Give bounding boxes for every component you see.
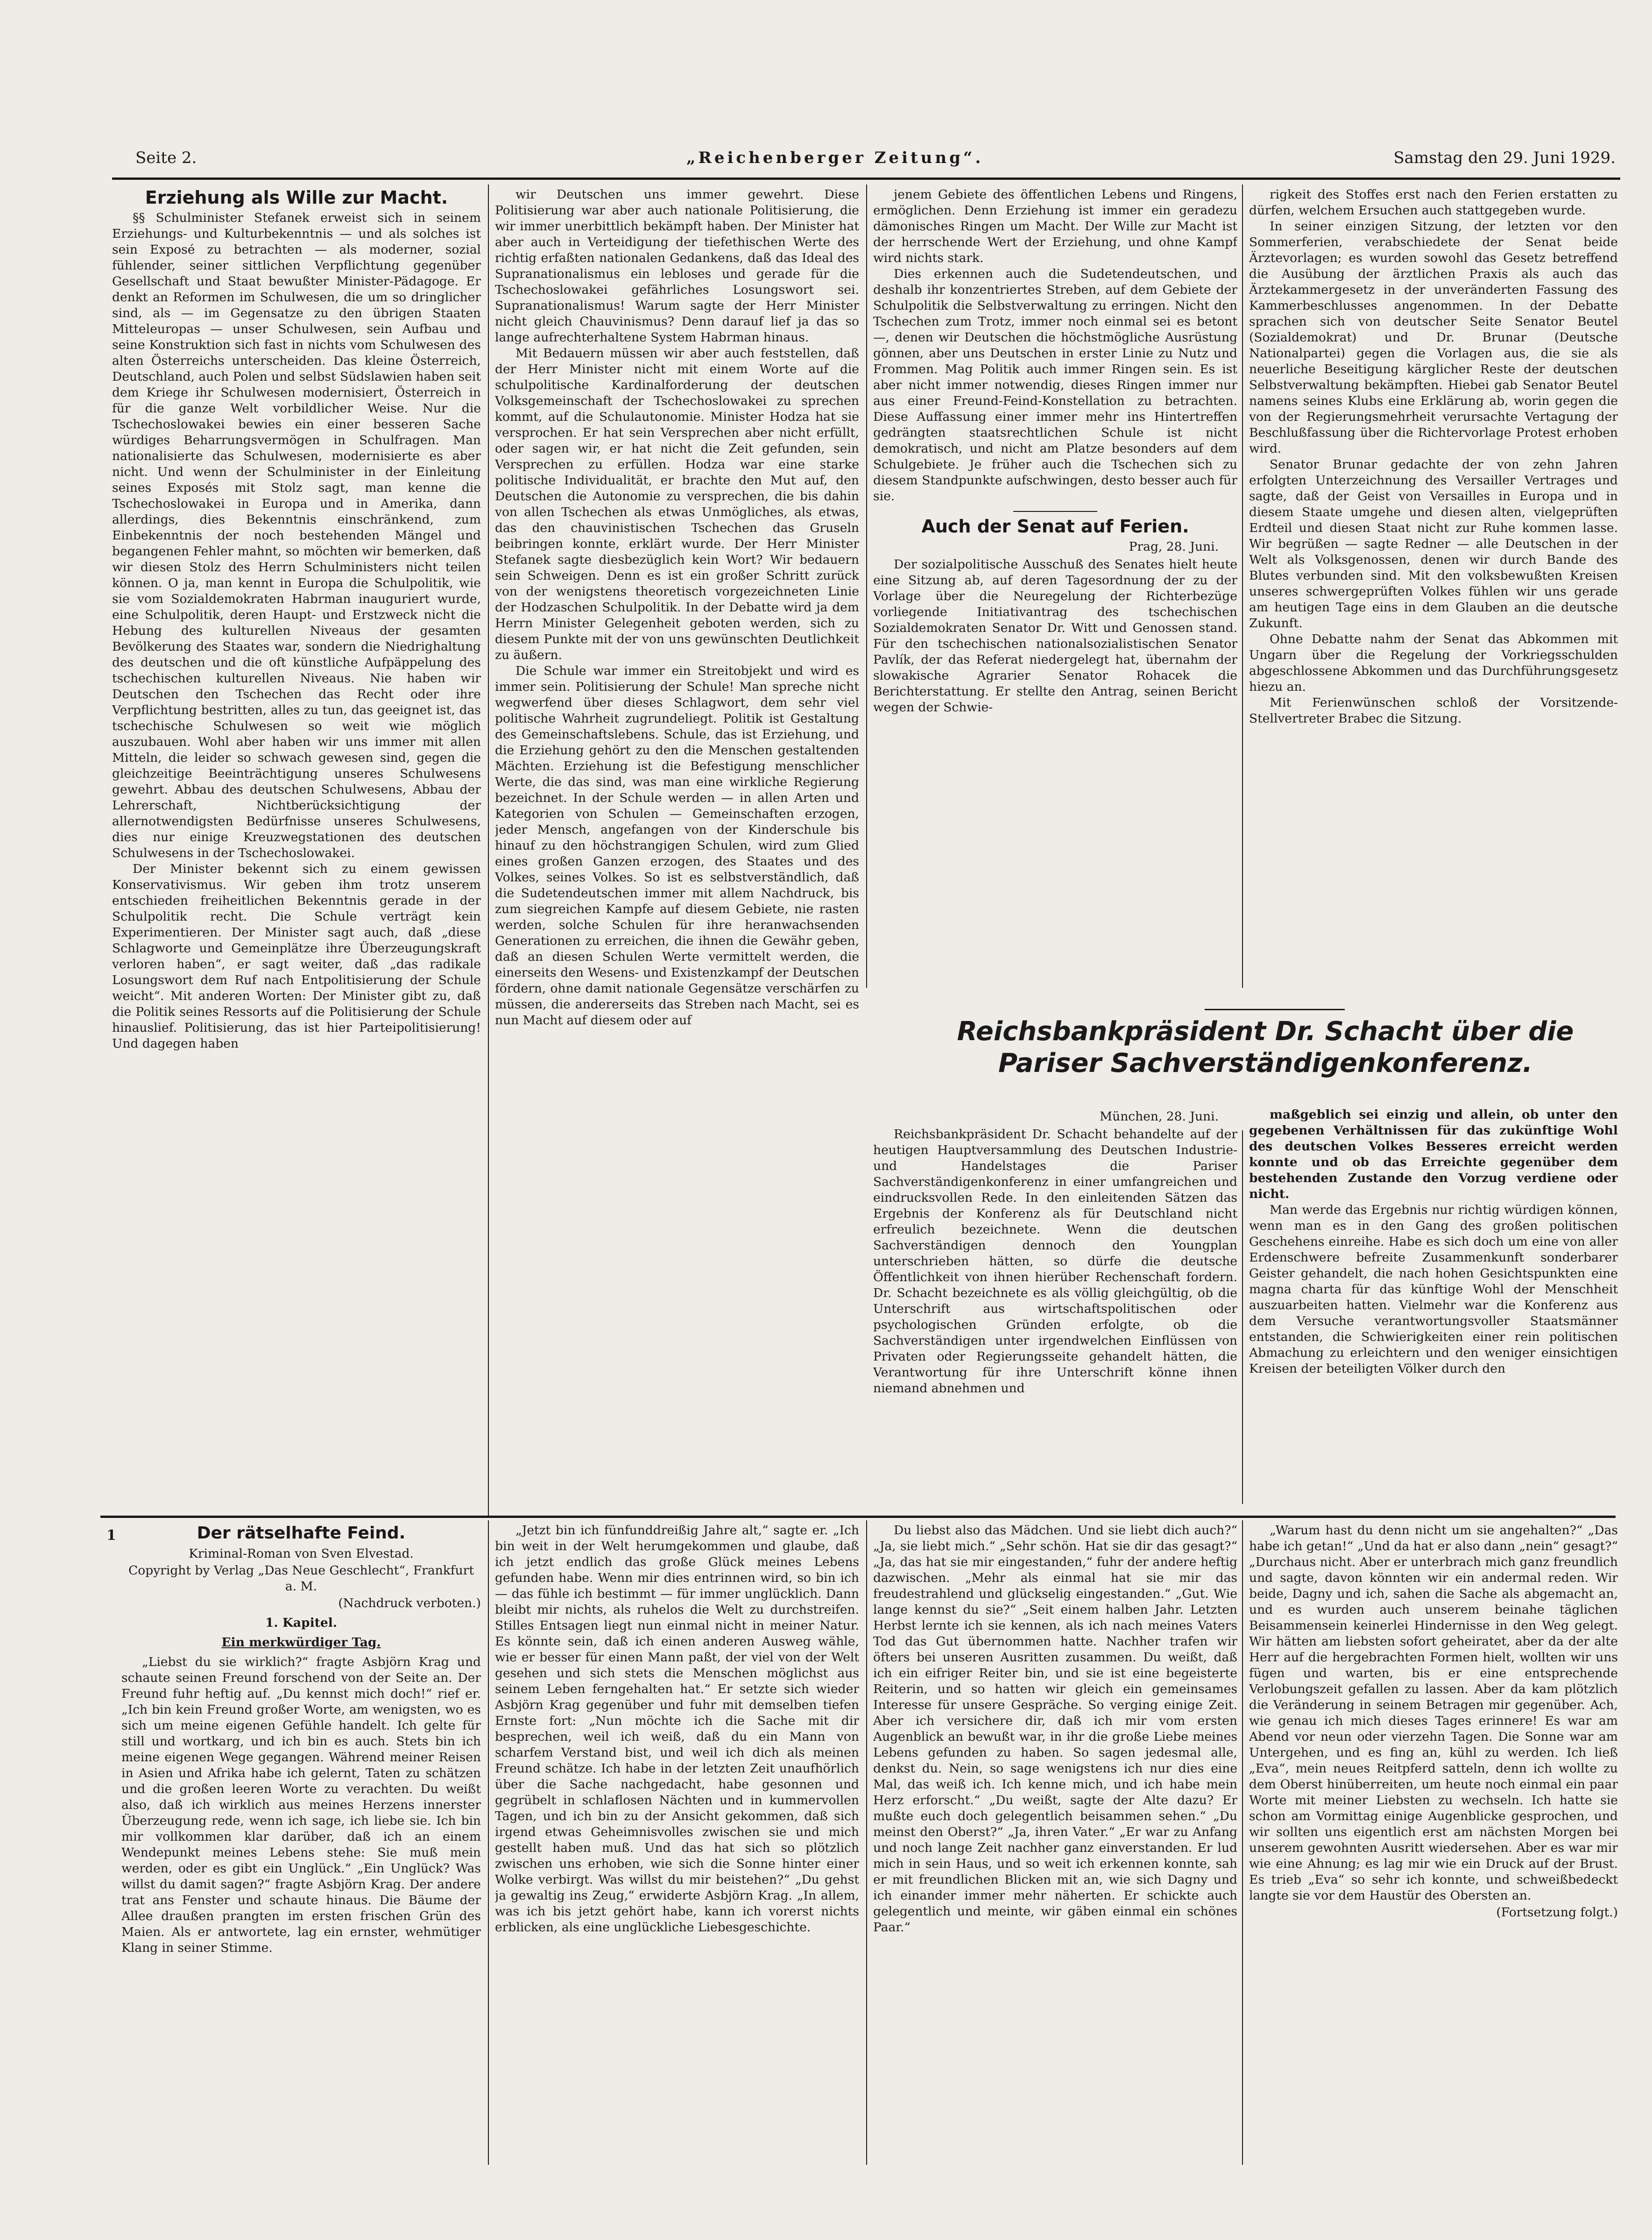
article-paragraph: rigkeit des Stoffes erst nach den Ferien erstatten zu dürfen, welchem Ersuchen auch stattgegeben wurde. (1249, 187, 1618, 218)
column-divider (488, 1520, 489, 2165)
page-header (135, 149, 1616, 177)
novel-paragraph: Du liebst also das Mädchen. Und sie liebt dich auch?“ „Ja, sie liebt mich.“ „Sehr schön. Hat sie dir das gesagt?“ „Ja, das hat sie mir eingestanden,“ fuhr der andere heftig dazwischen. „Mehr als einmal hat sie mir das freudestrahlend und glückselig eingestanden.“ „Gut. Wie lange kennst du sie?“ „Seit einem halben Jahr. Letzten Herbst lernte ich sie kennen, als ich nach meines Vaters Tod das Gut übernommen hatte. Nachher trafen wir öfters bei unseren Ausritten zusammen. Du weißt, daß ich ein eifriger Reiter bin, und sie ist eine begeisterte Reiterin, und so hatten wir gleich ein gemeinsames Interesse für unsere Gespräche. So verging einige Zeit. Aber ich versichere dir, daß ich mir vom ersten Augenblick an bewußt war, in ihr die große Liebe meines Lebens gefunden zu haben. So sagen jedesmal alle, denkst du. Nein, so sage wenigstens ich nur dies eine Mal, das weiß ich. Ich kenne mich, und ich habe mein Herz erforscht.“ „Du weißt, sagte der Alte dazu? Er mußte euch doch gelegentlich beisammen sehen.“ „Du meinst den Oberst?“ „Ja, ihren Vater.“ „Er war zu Anfang und noch lange Zeit nachher ganz einverstanden. Er lud mich in sein Haus, und so weit ich erkennen konnte, sah er mit freundlichen Blicken mit an, wie sich Dagny und ich einander immer mehr näherten. Er schickte auch gelegentlich und meinte, wir gäben einmal ein schönes Paar.“ (873, 1523, 1237, 1935)
serial-number: 1 (106, 1527, 116, 1544)
novel-paragraph: „Jetzt bin ich fünfunddreißig Jahre alt,“ sagte er. „Ich bin weit in der Welt herumgekommen und glaube, daß ich jetzt endlich das große Glück meines Lebens gefunden habe. Wenn mir dies entrinnen wird, so bin ich — das fühle ich bestimmt — für immer unglücklich. Dann bleibt mir nichts, als ruhelos die Welt zu durchstreifen. Stilles Entsagen liegt nun einmal nicht in meiner Natur. Es könnte sein, daß ich einen anderen Ausweg wähle, wie er besser für einen Mann paßt, der viel von der Welt gesehen und sich stets die Menschen möglichst aus seinem Leben ferngehalten hat.“ Er setzte sich wieder Asbjörn Krag gegenüber und fuhr mit demselben tiefen Ernste fort: „Nun möchte ich die Sache mit dir besprechen, weil ich weiß, daß du ein Mann von scharfem Verstand bist, und weil ich dich als meinen Freund schätze. Ich habe in der letzten Zeit unaufhörlich über die Sache nachgedacht, habe gesonnen und gegrübelt in schlaflosen Nächten und in kummervollen Tagen, und ich bin zu der Ansicht gekommen, daß sich irgend etwas Geheimnisvolles zwischen sie und mich gestellt haben muß. Und das hat sich so plötzlich zwischen uns erhoben, wie sich die Sonne hinter einer Wolke verbirgt. Was willst du mir beistehen?“ „Du gehst ja gewaltig ins Zeug,“ erwiderte Asbjörn Krag. „In allem, was ich bis jetzt gehört habe, kann ich vorerst nichts erblicken, als eine unglückliche Liebesgeschichte. (495, 1523, 859, 1935)
novel-title: Der rätselhafte Feind. (197, 1524, 406, 1543)
novel-column (495, 1523, 859, 2167)
novel-column (1249, 1523, 1618, 2167)
novel-paragraph: „Liebst du sie wirklich?“ fragte Asbjörn Krag und schaute seinen Freund forschend von der Seite an. Der Freund fuhr heftig auf. „Du kennst mich doch!“ rief er. „Ich bin kein Freund großer Worte, am wenigsten, wo es sich um meine eigenen Gefühle handelt. Ich gelte für still und wortkarg, und ich bin es auch. Stets bin ich meine eigenen Wege gegangen. Während meiner Reisen in Asien und Afrika habe ich gelernt, Taten zu schätzen und die großen leeren Worte zu verachten. Du weißt also, daß ich wirklich aus meines Herzens innerster Überzeugung rede, wenn ich sage, ich liebe sie. Ich bin mir vollkommen klar darüber, daß ich an einem Wendepunkt meines Lebens stehe: Sie muß mein werden, oder es gibt ein Unglück.“ „Ein Unglück? Was willst du damit sagen?“ fragte Asbjörn Krag. Der andere trat ans Fenster und schaute hinaus. Die Bäume der Allee draußen prangten im ersten frischen Grün des Maien. Als er antwortete, lag ein ernster, wehmütiger Klang in seiner Stimme. (121, 1655, 481, 1955)
article-paragraph: Man werde das Ergebnis nur richtig würdigen können, wenn man es in den Gang des großen politischen Geschehens einreihe. Habe es sich doch um eine von aller Erdenschwere befreite Zusammenkunft sonderbarer Geister gehandelt, die nach hohen Gesichtspunkten eine magna charta für das künftige Wohl der Menschheit auszuarbeiten hatten. Vielmehr war die Konferenz aus dem Versuche verantwortungsvoller Staatsmänner entstanden, die Schwierigkeiten einer rein politischen Abmachung zu erleichtern und den weniger einsichtigen Kreisen der beteiligten Völker durch den (1249, 1203, 1618, 1376)
headline-block (913, 1016, 1618, 1079)
novel-column (873, 1523, 1237, 2167)
feuilleton-rule (100, 1516, 1616, 1518)
novel-paragraph: „Warum hast du denn nicht um sie angehalten?“ „Das habe ich getan!“ „Und da hat er also dann „nein“ gesagt?“ „Durchaus nicht. Aber er unterbrach mich ganz freundlich und sagte, davon könnten wir ein andermal reden. Wir beide, Dagny und ich, sahen die Sache als abgemacht an, und es wurden auch unserem beinahe täglichen Beisammensein keinerlei Hindernisse in den Weg gelegt. Wir hätten am liebsten sofort geheiratet, aber da der alte Herr auf die hergebrachten Formen hielt, wollten wir uns fügen und warten, bis er eine entsprechende Verlobungszeit gefallen zu lassen. Aber da kam plötzlich die Veränderung in seinem Betragen mir gegenüber. Ach, wie genau ich mich dieses Tages erinnere! Es war am Abend vor neun oder vierzehn Tagen. Die Sonne war am Untergehen, und es fing an, kühl zu werden. Ich ließ „Eva“, mein neues Reitpferd satteln, denn ich wollte zu dem Oberst hinüberreiten, um heute noch einmal ein paar Worte mit meiner Liebsten zu wechseln. Ich hatte sie schon am Vormittag einige Augenblicke gesprochen, und wir sollten uns eigentlich erst am nächsten Morgen bei unserem gewohnten Ausritt wiedersehen. Aber es war mir wie eine Ahnung; es lag mir wie ein Druck auf der Brust. Es trieb „Eva“ so sehr ich konnte, und schweißbedeckt langte sie vor dem Haustür des Obersten an. (1249, 1523, 1618, 1903)
column-divider (866, 184, 867, 988)
article-paragraph: Ohne Debatte nahm der Senat das Abkommen mit Ungarn über die Regelung der Vorkriegsschulden abgeschlossene Abkommen und das Durchführungsgesetz hiezu an. (1249, 632, 1618, 694)
headline-line: Pariser Sachverständigenkonferenz. (998, 1048, 1532, 1078)
chapter-heading: 1. Kapitel. (265, 1616, 338, 1630)
article-paragraph: In seiner einzigen Sitzung, der letzten vor den Sommerferien, verabschiedete der Senat beide Ärztevorlagen; es wurden sowohl das Gesetz betreffend die Ausübung der ärztlichen Praxis als auch das Ärztekammergesetz in der unveränderten Fassung des Kammerbeschlusses angenommen. In der Debatte sprachen sich von deutscher Seite Senator Beutel (Sozialdemokrat) und Dr. Brunar (Deutsche Nationalpartei) gegen die Vorlagen aus, die sie als neuerliche Beseitigung kärglicher Reste der deutschen Selbstverwaltung bekämpften. Hiebei gab Senator Beutel namens seines Klubs eine Erklärung ab, worin gegen die von der Regierungsmehrheit verursachte Vertagung der Beschlußfassung über die Richtervorlage Protest erhoben wird. (1249, 219, 1618, 456)
article-column (873, 187, 1237, 981)
column-divider (1242, 1130, 1243, 1504)
divider (1205, 1009, 1345, 1010)
article-paragraph: wir Deutschen uns immer gewehrt. Diese Politisierung war aber auch nationale Politisierung, die wir immer unerbittlich bekämpft haben. Der Minister hat aber auch in Verteidigung der tiefethischen Werte des richtig erfaßten nationalen Gedankens, daß das Ideal des Supranationalismus ein lebloses und gerade für die Tschechoslowakei gefährliches Losungswort sei. Supranationalismus! Warum sagte der Herr Minister nicht gleich Chauvinismus? Denn darauf lief ja das so lange aufrechterhaltene System Habrman hinaus. (495, 187, 859, 345)
article-paragraph: Senator Brunar gedachte der von zehn Jahren erfolgten Unterzeichnung des Versailler Vertrages und sagte, daß der Geist von Versailles in Europa und in diesem Staate umgehe und diesen alten, vielgeprüften Erdteil und diesen Staat nicht zur Ruhe kommen lasse. Wir begrüßen — sagte Redner — alle Deutschen in der Welt als Volksgenossen, denen wir durch Bande des Blutes verbunden sind. Mit den volksbewußten Kreisen unseres schwergeprüften Volkes fühlen wir uns gerade am heutigen Tage eins in dem Glauben an die deutsche Zukunft. (1249, 457, 1618, 631)
article-headline: Auch der Senat auf Ferien. (921, 516, 1189, 537)
divider (1013, 511, 1097, 512)
dateline: München, 28. Juni. (1100, 1109, 1219, 1124)
chapter-title: Ein merkwürdiger Tag. (221, 1635, 381, 1650)
article-paragraph: Mit Ferienwünschen schloß der Vorsitzende-Stellvertreter Brabec die Sitzung. (1249, 695, 1618, 726)
column-divider (1242, 1520, 1243, 2165)
article-paragraph: §§ Schulminister Stefanek erweist sich in seinem Erziehungs- und Kulturbekenntnis — und als solches ist sein Exposé zu betrachten — als moderner, sozial fühlender, seiner sittlichen Verpflichtung gegenüber Gesellschaft und Staat bewußter Minister-Pädagoge. Er denkt an Reformen im Schulwesen, die um so dringlicher sind, als — im Gegensatze zu den übrigen Staaten Mitteleuropas — unser Schulwesen, sein Aufbau und seine Konstruktion sich fast in nichts vom Schulwesen des alten Österreichs unterscheiden. Das kleine Österreich, Deutschland, auch Polen und selbst Südslawien haben seit dem Kriege ihr Schulwesen modernisiert, Österreich in für die ganze Welt vorbildlicher Weise. Nur die Tschechoslowakei bewies ein einer besseren Sache würdiges Beharrungsvermögen in Schulfragen. Man nationalisierte das Schulwesen, modernisierte es aber nicht. Und wenn der Schulminister in der Einleitung seines Exposés mit Stolz sagt, man kenne die Tschechoslowakei in Europa und in Amerika, dann allerdings, dies Bekenntnis einschränkend, zum Einbekenntnis der noch bestehenden Mängel und begangenen Fehler mahnt, so möchten wir bemerken, daß wir diesen Stolz des Herrn Schulministers nicht teilen können. O ja, man kennt in Europa die Schulpolitik, wie sie vom Sozialdemokraten Habrman inauguriert wurde, eine Schulpolitik, deren Haupt- und Erstzweck nicht die Hebung des kulturellen Niveaus der gesamten Bevölkerung des Staates war, sondern die Niedrighaltung des deutschen und die oft künstliche Aufpäppelung des tschechischen kulturellen Niveaus. Nie haben wir Deutschen den Tschechen das Recht oder ihre Verpflichtung bestritten, alles zu tun, das geeignet ist, das tschechische Schulwesen so weit wie möglich auszubauen. Wohl aber haben wir uns immer mit allen Mitteln, die leider so schwach gewesen sind, gegen die gleichzeitige Beeinträchtigung unseres Schulwesens gewehrt. Abbau des deutschen Schulwesens, Abbau der Lehrerschaft, Nichtberücksichtigung der allernotwendigsten Bedürfnisse unseres Schulwesens, dies nur einige Kreuzwegstationen des deutschen Schulwesens in der Tschechoslowakei. (112, 211, 481, 860)
article-column (873, 1107, 1237, 1509)
article-paragraph: Der Minister bekennt sich zu einem gewissen Konservativismus. Wir geben ihm trotz unserem entschieden freiheitlichen Bekenntnis gerade in der Schulpolitik recht. Die Schule verträgt kein Experimentieren. Der Minister sagt auch, daß „diese Schlagworte und Gemeinplätze ihre Überzeugungskraft verloren haben“, er sagt weiter, daß „das radikale Losungswort dem Ruf nach Entpolitisierung der Schule weicht“. Mit anderen Worten: Der Minister gibt zu, daß die Politik seines Ressorts auf die Politisierung der Schule hinauslief. Politisierung, das ist hier Parteipolitisierung! Und dagegen haben (112, 862, 481, 1051)
issue-date: Samstag den 29. Juni 1929. (1393, 149, 1616, 167)
column-divider (1242, 184, 1243, 988)
reprint-notice: (Nachdruck verboten.) (338, 1596, 481, 1610)
continuation-note: (Fortsetzung folgt.) (1496, 1905, 1618, 1920)
copyright-line: Copyright by Verlag „Das Neue Geschlecht“, Frankfurt a. M. (128, 1563, 474, 1594)
article-paragraph: Reichsbankpräsident Dr. Schacht behandelte auf der heutigen Hauptversammlung des Deutschen Industrie- und Handelstages die Pariser Sachverständigenkonferenz in einer umfangreichen und eindrucksvollen Rede. In den einleitenden Sätzen das Ergebnis der Konferenz als für Deutschland nicht erfreulich bezeichnete. Wenn die deutschen Sachverständigen dennoch den Youngplan unterschrieben hätten, so dürfe die deutsche Öffentlichkeit von ihnen hierüber Rechenschaft fordern. Dr. Schacht bezeichnete es als völlig gleichgültig, ob die Unterschrift aus wirtschaftspolitischen oder psychologischen Gründen erfolgte, ob die Sachverständigen unter irgendwelchen Einflüssen von Privaten oder Regierungsseite gehandelt hätten, die Verantwortung für ihre Unterschrift könne ihnen niemand abnehmen und (873, 1127, 1237, 1396)
article-paragraph: Mit Bedauern müssen wir aber auch feststellen, daß der Herr Minister nicht mit einem Worte auf die schulpolitische Kardinalforderung der deutschen Volksgemeinschaft der Tschechoslowakei zu sprechen kommt, auf die Schulautonomie. Minister Hodza hat sie versprochen. Er hat sein Versprechen aber nicht erfüllt, oder sagen wir, er hat nicht die Zeit gefunden, sein Versprechen zu erfüllen. Hodza war eine starke politische Individualität, er brachte den Mut auf, den Deutschen die Autonomie zu versprechen, die bis dahin von allen Tschechen als etwas Unmögliches, als etwas, das den chauvinistischen Tschechen das Gruseln beibringen konnte, erklärt wurde. Der Herr Minister Stefanek sagte diesbezüglich kein Wort? Wir bedauern sein Schweigen. Denn es ist ein großer Schritt zurück von der wenigstens theoretisch vorgezeichneten Linie der Hodzaschen Schulpolitik. In der Debatte wird ja dem Herrn Minister Gelegenheit geboten werden, sich zu diesem Punkte mit der von uns gewünschten Deutlichkeit zu äußern. (495, 346, 859, 662)
article-column (1249, 1107, 1618, 1509)
article-paragraph: jenem Gebiete des öffentlichen Lebens und Ringens, ermöglichen. Denn Erziehung ist immer ein geradezu dämonisches Ringen um Macht. Der Wille zur Macht ist der herrschende Wert der Erziehung, und ohne Kampf wird nichts stark. (873, 187, 1237, 265)
header-rule (112, 177, 1620, 180)
article-headline: Erziehung als Wille zur Macht. (145, 187, 448, 208)
article-paragraph: Die Schule war immer ein Streitobjekt und wird es immer sein. Politisierung der Schule! Man spreche nicht wegwerfend über dieses Schlagwort, dem sehr viel politische Wahrheit zugrundeliegt. Politik ist Gestaltung des Gemeinschaftslebens. Schule, das ist Erziehung, und die Erziehung gehört zu den die Menschen gestaltenden Mächten. Erziehung ist die Befestigung menschlicher Werte, die das sind, was man eine wirkliche Regierung bezeichnet. In der Schule werden — in allen Arten und Kategorien von Schulen — Gemeinschaften erzogen, jeder Mensch, angefangen von der Kinderschule bis hinauf zu den höchstrangigen Schulen, wird zum Glied eines großen Ganzen erzogen, des Staates und des Volkes, seines Volkes. So ist es selbstverständlich, daß die Sudetendeutschen immer mit allem Nachdruck, bis zum siegreichen Kampfe auf diesem Gebiete, nie rasten werden, solche Schulen für ihre heranwachsenden Generationen zu erreichen, die ihnen die Gewähr geben, daß an diesen Schulen Werte vermittelt werden, die einerseits den Wesens- und Existenzkampf der Deutschen fördern, ohne damit nationale Gegensätze verschärfen zu müssen, die andererseits das Streben nach Macht, sei es nun Macht auf diesem oder auf (495, 664, 859, 1028)
novel-author: Kriminal-Roman von Sven Elvestad. (189, 1546, 414, 1561)
column-divider (866, 1520, 867, 2165)
dateline: Prag, 28. Juni. (1129, 539, 1219, 554)
article-paragraph: Dies erkennen auch die Sudetendeutschen, und deshalb ihr konzentriertes Streben, auf dem Gebiete der Schulpolitik die Selbstverwaltung zu erringen. Nicht den Tschechen zum Trotz, immer noch einmal sei es betont —, denen wir Deutschen die höchstmögliche Ausrüstung gönnen, aber uns Deutschen in erster Linie zu Nutz und Frommen. Mag Politik auch immer Ringen sein. Es ist aber nicht immer notwendig, dieses Ringen immer nur aus einer Freund-Feind-Konstellation zu betrachten. Diese Auffassung einer immer mehr ins Hintertreffen gedrängten staatsrechtlichen Schule ist nicht demokratisch, und nicht am Platze besonders auf dem Schulgebiete. Je früher auch die Tschechen sich zu diesem Standpunkte aufschwingen, desto besser auch für sie. (873, 267, 1237, 503)
article-column (112, 187, 481, 1511)
column-divider (488, 184, 489, 1516)
article-column (1249, 187, 1618, 981)
page-number: Seite 2. (135, 149, 197, 167)
novel-column (121, 1523, 481, 2167)
article-column (495, 187, 859, 1511)
newspaper-name: „Reichenberger Zeitung“. (686, 149, 984, 167)
article-paragraph: Der sozialpolitische Ausschuß des Senates hielt heute eine Sitzung ab, auf deren Tagesordnung der zu der Vorlage über die Neuregelung der Richterbezüge vorliegende Initiativantrag des tschechischen Sozialdemokraten Senator Dr. Witt und Genossen stand. Für den tschechischen nationalsozialistischen Senator Pavlík, der das Referat niedergelegt hat, übernahm der slowakische Agrarier Senator Rohacek die Berichterstattung. Er stellte den Antrag, seinen Bericht wegen der Schwie- (873, 557, 1237, 715)
article-paragraph: maßgeblich sei einzig und allein, ob unter den gegebenen Verhältnissen für das zukünftige Wohl des deutschen Volkes Besseres erreicht werden konnte und ob das Erreichte gegenüber dem bestehenden Zustande den Vorzug verdiene oder nicht. (1249, 1107, 1618, 1201)
headline-line: Reichsbankpräsident Dr. Schacht über die (957, 1016, 1574, 1047)
